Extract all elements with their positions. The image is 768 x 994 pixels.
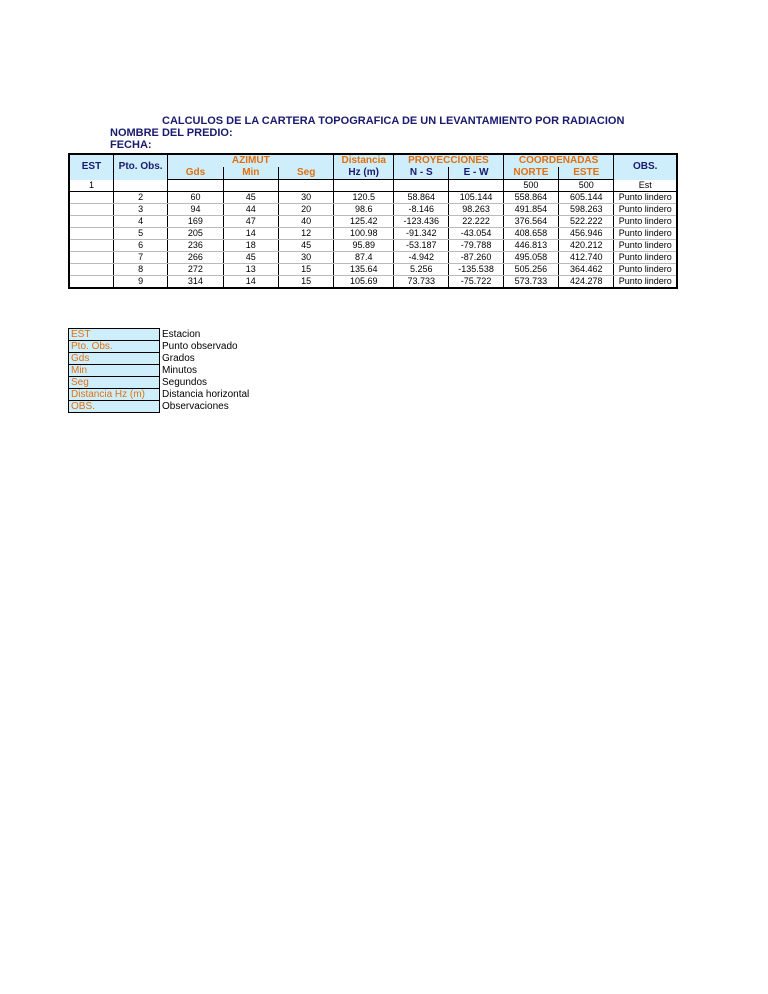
header-seg: Seg	[278, 167, 333, 180]
cell-est	[69, 192, 114, 204]
cell-est	[69, 252, 114, 264]
cell-norte: 491.854	[503, 204, 558, 216]
cell-dist: 100.98	[334, 228, 394, 240]
cell-est	[69, 264, 114, 276]
cell-pto: 6	[114, 240, 168, 252]
header-ew: E - W	[449, 167, 503, 180]
legend-desc: Observaciones	[162, 401, 229, 412]
cell-pto: 3	[114, 204, 168, 216]
cell-min: 14	[223, 276, 278, 289]
cell-seg: 40	[278, 216, 333, 228]
cell-min: 45	[223, 192, 278, 204]
legend-row	[69, 377, 252, 389]
cell-pto: 4	[114, 216, 168, 228]
cell-este: 605.144	[559, 192, 614, 204]
cell-ew: 22.222	[449, 216, 503, 228]
table-row	[69, 192, 677, 204]
table-row	[69, 216, 677, 228]
header-coordenadas: COORDENADAS	[503, 154, 614, 167]
cell-este: 420.212	[559, 240, 614, 252]
legend-desc: Grados	[162, 353, 195, 364]
table-row	[69, 276, 677, 289]
cell-pto: 5	[114, 228, 168, 240]
cell-ns	[394, 180, 449, 192]
cell-ew: -79.788	[449, 240, 503, 252]
table-row	[69, 264, 677, 276]
cell-min: 47	[223, 216, 278, 228]
header-este: ESTE	[559, 167, 614, 180]
table-row	[69, 180, 677, 192]
table-row	[69, 204, 677, 216]
cell-este: 456.946	[559, 228, 614, 240]
cell-obs: Est	[614, 180, 677, 192]
legend-row	[69, 365, 252, 377]
cell-gds: 272	[168, 264, 223, 276]
cell-dist: 120.5	[334, 192, 394, 204]
cell-este: 412.740	[559, 252, 614, 264]
legend-desc: Segundos	[162, 377, 208, 388]
legend-desc: Distancia horizontal	[162, 389, 250, 400]
cell-ew: -75.722	[449, 276, 503, 289]
cell-ew: 105.144	[449, 192, 503, 204]
cell-ew: -135.538	[449, 264, 503, 276]
cell-dist: 87.4	[334, 252, 394, 264]
cell-pto	[114, 180, 168, 192]
cell-seg: 30	[278, 252, 333, 264]
cell-seg: 20	[278, 204, 333, 216]
cell-norte: 446.813	[503, 240, 558, 252]
legend-row	[69, 401, 252, 413]
header-obs: OBS.	[614, 154, 677, 180]
cell-min: 18	[223, 240, 278, 252]
legend-desc: Minutos	[162, 365, 198, 376]
cell-est	[69, 276, 114, 289]
cell-est	[69, 204, 114, 216]
cell-est	[69, 228, 114, 240]
cell-ns: -53.187	[394, 240, 449, 252]
legend-abbr: Seg	[69, 377, 160, 389]
legend-abbr: Distancia Hz (m)	[69, 389, 160, 401]
cell-dist: 98.6	[334, 204, 394, 216]
legend-table	[68, 328, 252, 413]
cell-min	[223, 180, 278, 192]
cell-est	[69, 240, 114, 252]
cell-norte: 495.058	[503, 252, 558, 264]
cell-obs: Punto lindero	[614, 192, 677, 204]
cell-gds: 266	[168, 252, 223, 264]
cell-gds: 314	[168, 276, 223, 289]
header-gds: Gds	[168, 167, 223, 180]
cell-seg: 12	[278, 228, 333, 240]
cell-gds: 169	[168, 216, 223, 228]
cell-este: 500	[559, 180, 614, 192]
cell-ns: -91.342	[394, 228, 449, 240]
cell-ew: 98.263	[449, 204, 503, 216]
cell-obs: Punto lindero	[614, 276, 677, 289]
legend-row	[69, 389, 252, 401]
cell-dist: 105.69	[334, 276, 394, 289]
cell-ns: 58.864	[394, 192, 449, 204]
cell-obs: Punto lindero	[614, 240, 677, 252]
cell-norte: 500	[503, 180, 558, 192]
cell-gds	[168, 180, 223, 192]
cell-ns: -4.942	[394, 252, 449, 264]
cell-obs: Punto lindero	[614, 216, 677, 228]
cell-seg: 30	[278, 192, 333, 204]
cell-norte: 505.256	[503, 264, 558, 276]
cell-norte: 558.864	[503, 192, 558, 204]
table-row	[69, 228, 677, 240]
cell-ew: -87.260	[449, 252, 503, 264]
cell-seg: 15	[278, 264, 333, 276]
header-min: Min	[223, 167, 278, 180]
legend-desc: Punto observado	[162, 341, 238, 352]
table-row	[69, 252, 677, 264]
cell-pto: 8	[114, 264, 168, 276]
cell-obs: Punto lindero	[614, 228, 677, 240]
cell-este: 522.222	[559, 216, 614, 228]
legend-row	[69, 341, 252, 353]
cell-pto: 2	[114, 192, 168, 204]
header-norte: NORTE	[503, 167, 558, 180]
cell-norte: 376.564	[503, 216, 558, 228]
header-hz: Hz (m)	[334, 167, 394, 180]
cell-dist: 95.89	[334, 240, 394, 252]
cell-ns: -8.146	[394, 204, 449, 216]
cell-min: 45	[223, 252, 278, 264]
cell-obs: Punto lindero	[614, 264, 677, 276]
cell-gds: 94	[168, 204, 223, 216]
cell-gds: 236	[168, 240, 223, 252]
cell-gds: 205	[168, 228, 223, 240]
cell-este: 598.263	[559, 204, 614, 216]
cell-obs: Punto lindero	[614, 252, 677, 264]
cell-min: 44	[223, 204, 278, 216]
cell-dist: 125.42	[334, 216, 394, 228]
legend-desc: Estacion	[162, 329, 201, 340]
cell-norte: 408.658	[503, 228, 558, 240]
header-distancia: Distancia	[334, 154, 394, 167]
cell-est	[69, 216, 114, 228]
cell-ns: -123.436	[394, 216, 449, 228]
header-azimut: AZIMUT	[168, 154, 334, 167]
cell-seg: 15	[278, 276, 333, 289]
cell-seg	[278, 180, 333, 192]
legend-abbr: OBS.	[69, 401, 160, 413]
cell-ew	[449, 180, 503, 192]
cell-dist: 135.64	[334, 264, 394, 276]
cell-norte: 573.733	[503, 276, 558, 289]
header-pto-obs: Pto. Obs.	[114, 154, 168, 180]
cell-est: 1	[69, 180, 114, 192]
legend-abbr: Min	[69, 365, 160, 377]
fecha-label: FECHA:	[110, 139, 152, 151]
legend-abbr: EST	[69, 329, 160, 341]
header-est: EST	[69, 154, 114, 180]
cell-este: 424.278	[559, 276, 614, 289]
legend-abbr: Gds	[69, 353, 160, 365]
cell-este: 364.462	[559, 264, 614, 276]
cell-gds: 60	[168, 192, 223, 204]
legend-row	[69, 329, 252, 341]
predio-label: NOMBRE DEL PREDIO:	[110, 127, 233, 139]
cell-seg: 45	[278, 240, 333, 252]
legend-abbr: Pto. Obs.	[69, 341, 160, 353]
survey-table	[68, 153, 678, 289]
cell-obs: Punto lindero	[614, 204, 677, 216]
table-row	[69, 240, 677, 252]
cell-min: 14	[223, 228, 278, 240]
page-title: CALCULOS DE LA CARTERA TOPOGRAFICA DE UN LEVANTAMIENTO POR RADIACION	[162, 115, 625, 127]
header-proyecciones: PROYECCIONES	[394, 154, 504, 167]
header-ns: N - S	[394, 167, 449, 180]
legend-row	[69, 353, 252, 365]
cell-dist	[334, 180, 394, 192]
cell-pto: 7	[114, 252, 168, 264]
cell-ns: 5.256	[394, 264, 449, 276]
cell-ns: 73.733	[394, 276, 449, 289]
cell-min: 13	[223, 264, 278, 276]
cell-ew: -43.054	[449, 228, 503, 240]
cell-pto: 9	[114, 276, 168, 289]
